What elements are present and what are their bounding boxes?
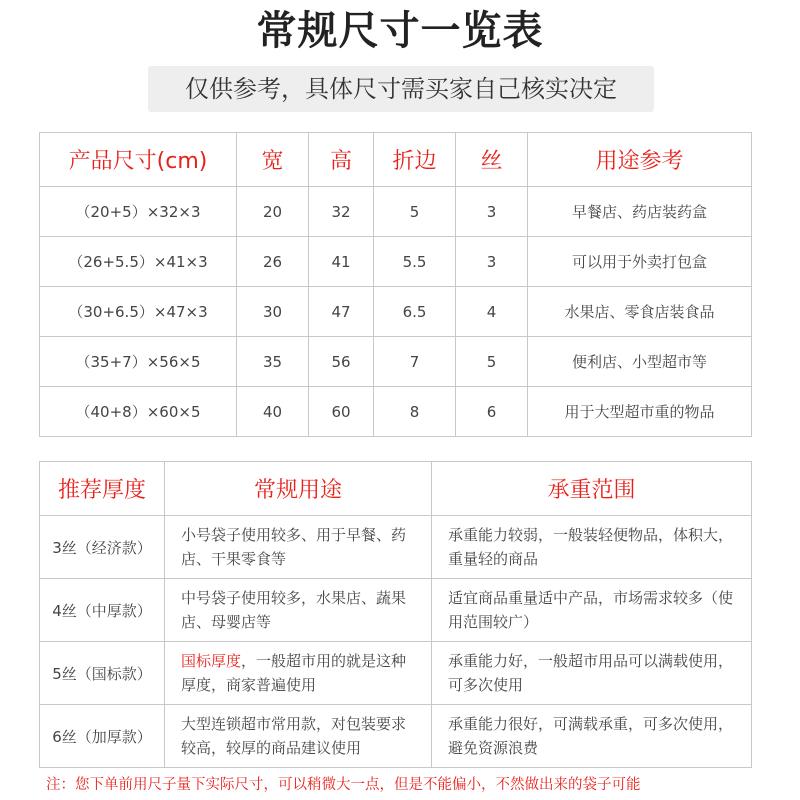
cell-size: （26+5.5）×41×3 [40,237,237,287]
table-row [40,705,752,768]
cell-regular-usage [165,642,432,705]
cell-fold: 8 [374,387,456,437]
cell-size: （40+8）×60×5 [40,387,237,437]
cell-regular-usage [165,705,432,768]
cell-usage: 便利店、小型超市等 [528,337,752,387]
cell-load-range: 承重能力很好，可满载承重，可多次使用，避免资源浪费 [432,705,752,768]
cell-thickness-grade: 3丝（经济款） [40,516,165,579]
cell-load-range: 承重能力较弱，一般装轻便物品，体积大，重量轻的商品 [432,516,752,579]
thickness-table-header [40,462,752,516]
cell-load-range: 承重能力好，一般超市用品可以满载使用，可多次使用 [432,642,752,705]
size-table [39,132,752,437]
cell-size: （30+6.5）×47×3 [40,287,237,337]
footer-note: 注：您下单前用尺子量下实际尺寸，可以稍微大一点，但是不能偏小，不然做出来的袋子可能 [46,777,641,793]
cell-load-range: 适宜商品重量适中产品，市场需求较多（使用范围较广） [432,579,752,642]
cell-size: （20+5）×32×3 [40,187,237,237]
header-thickness: 丝 [456,133,528,187]
cell-usage: 用于大型超市重的物品 [528,387,752,437]
cell-width: 20 [237,187,309,237]
cell-usage: 可以用于外卖打包盒 [528,237,752,287]
cell-height: 32 [309,187,374,237]
cell-regular-usage [165,579,432,642]
usage-text: 中号袋子使用较多，水果店、蔬果店、母婴店等 [181,589,407,631]
cell-thickness: 5 [456,337,528,387]
cell-fold: 7 [374,337,456,387]
cell-usage: 水果店、零食店装食品 [528,287,752,337]
size-table-header [40,133,752,187]
thickness-table [39,461,752,768]
header-load-range: 承重范围 [432,462,752,516]
header-height: 高 [309,133,374,187]
header-fold: 折边 [374,133,456,187]
cell-width: 26 [237,237,309,287]
table-row [40,516,752,579]
cell-thickness-grade: 6丝（加厚款） [40,705,165,768]
usage-text: 大型连锁超市常用款，对包装要求较高，较厚的商品建议使用 [181,715,407,757]
subtitle: 仅供参考，具体尺寸需买家自己核实决定 [185,75,617,103]
cell-thickness-grade: 5丝（国标款） [40,642,165,705]
table-row [40,579,752,642]
table-row [40,642,752,705]
header-usage: 用途参考 [528,133,752,187]
table-row [40,287,752,337]
cell-usage: 早餐店、药店装药盒 [528,187,752,237]
page-title: 常规尺寸一览表 [256,8,544,54]
cell-fold: 6.5 [374,287,456,337]
cell-thickness-grade: 4丝（中厚款） [40,579,165,642]
usage-text: ，一般超市用的就是这种厚度，商家普遍使用 [181,652,407,694]
cell-thickness: 3 [456,187,528,237]
cell-fold: 5 [374,187,456,237]
table-row [40,387,752,437]
cell-regular-usage [165,516,432,579]
cell-width: 35 [237,337,309,387]
header-recommended-thickness: 推荐厚度 [40,462,165,516]
cell-height: 60 [309,387,374,437]
table-row [40,337,752,387]
usage-highlight: 国标厚度 [181,652,242,670]
cell-height: 47 [309,287,374,337]
cell-thickness: 3 [456,237,528,287]
cell-width: 30 [237,287,309,337]
table-row [40,237,752,287]
cell-thickness: 6 [456,387,528,437]
cell-size: （35+7）×56×5 [40,337,237,387]
header-regular-usage: 常规用途 [165,462,432,516]
header-width: 宽 [237,133,309,187]
cell-thickness: 4 [456,287,528,337]
cell-height: 56 [309,337,374,387]
table-row [40,187,752,237]
header-product-size: 产品尺寸(cm) [40,133,237,187]
usage-text: 小号袋子使用较多、用于早餐、药店、干果零食等 [181,526,407,568]
cell-fold: 5.5 [374,237,456,287]
cell-width: 40 [237,387,309,437]
cell-height: 41 [309,237,374,287]
